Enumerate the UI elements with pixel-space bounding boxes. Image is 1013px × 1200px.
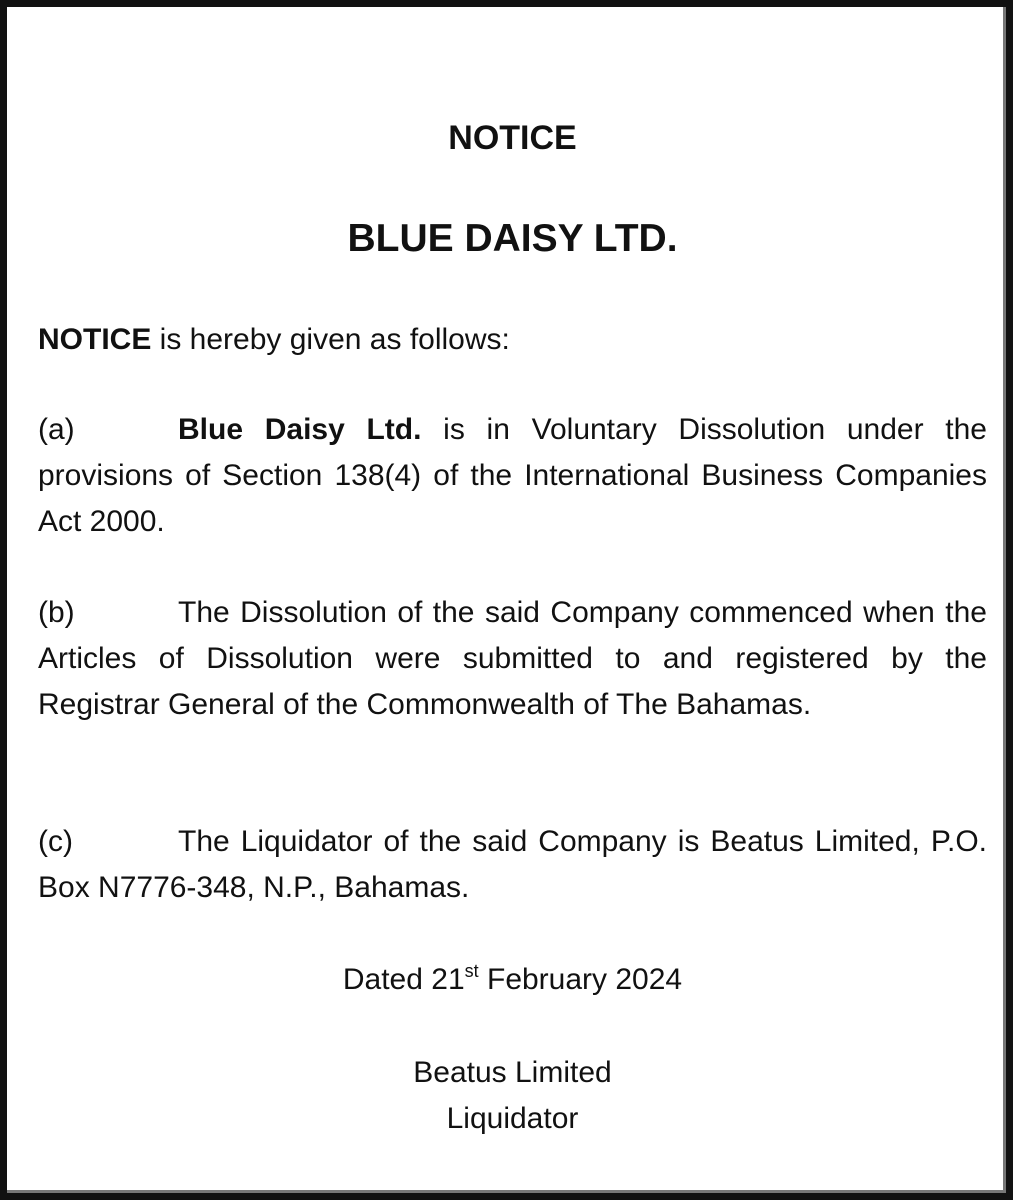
intro-line — [38, 320, 987, 360]
dated-line — [38, 957, 987, 1003]
paragraph-marker: (a) — [38, 413, 75, 446]
paragraph-text: The Dissolution of the said Company commenced when the Articles of Dissolution were submitted to and registered by the Registrar General of the Commonwealth of The Bahamas. — [38, 596, 987, 721]
company-name-heading: BLUE DAISY LTD. — [347, 217, 678, 260]
paragraph-text: is in Voluntary Dissolution under the provisions of Section 138(4) of the International Business Companies Act 2000. — [38, 413, 987, 538]
dated-rest: February 2024 — [478, 963, 683, 996]
paragraph-marker: (c) — [38, 825, 73, 858]
intro-text: is hereby given as follows: — [151, 323, 510, 356]
intro-bold-text: NOTICE — [38, 323, 152, 356]
dated-prefix: Dated 21 — [342, 963, 465, 996]
paragraph-a — [38, 407, 987, 545]
notice-heading: NOTICE — [448, 119, 577, 157]
paragraph-b — [38, 590, 987, 728]
notice-content — [38, 7, 987, 1193]
signature-name: Beatus Limited — [413, 1056, 612, 1089]
paragraph-bold-lead: Blue Daisy Ltd. — [178, 413, 422, 446]
paragraph-c — [38, 819, 987, 911]
paragraph-text: The Liquidator of the said Company is Beatus Limited, P.O. Box N7776-348, N.P., Bahamas. — [38, 825, 987, 904]
paragraph-marker: (b) — [38, 596, 75, 629]
date-ordinal-suffix: st — [464, 961, 479, 981]
signature-role: Liquidator — [446, 1102, 579, 1135]
